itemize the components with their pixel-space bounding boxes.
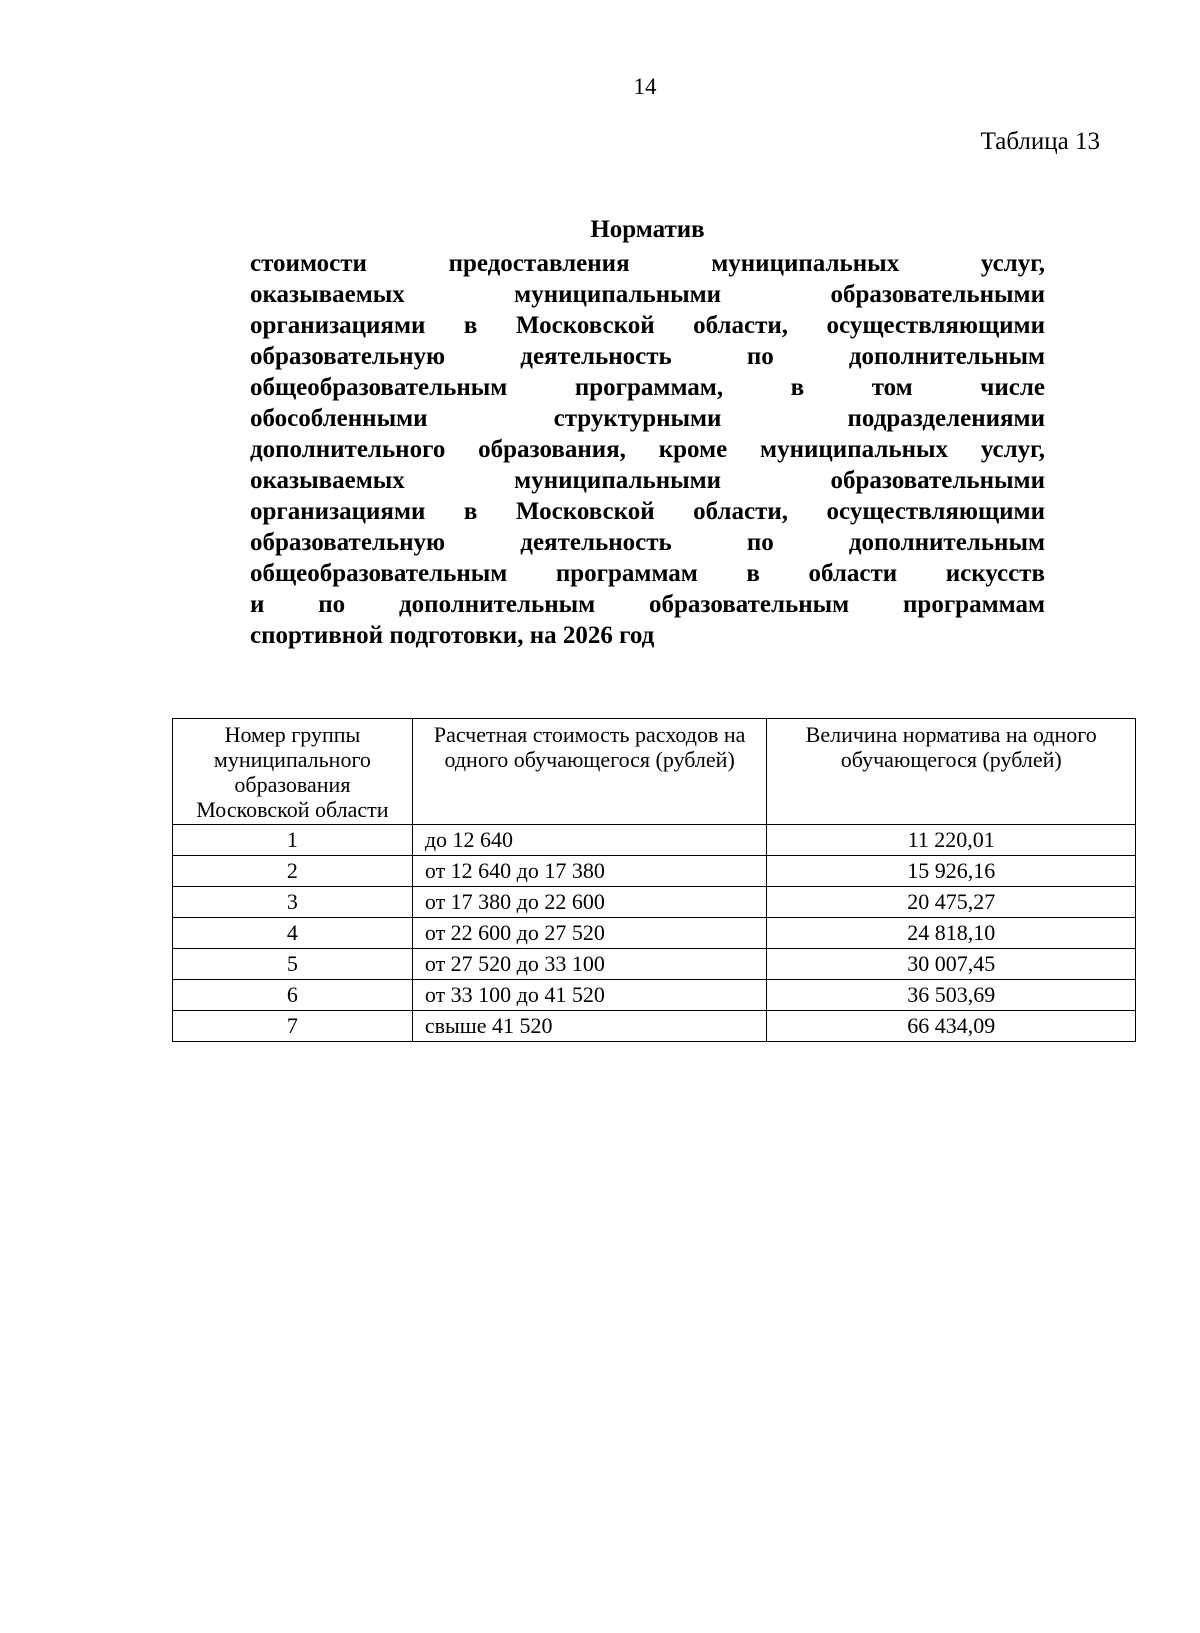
heading-word: услуг, xyxy=(980,250,1045,277)
cell-norm-value: 66 434,09 xyxy=(767,1011,1136,1042)
heading-word: образовательными xyxy=(830,467,1045,494)
heading-word: организациями xyxy=(250,498,426,525)
cell-group-number: 3 xyxy=(173,887,413,918)
heading-word: образовательным xyxy=(649,591,850,618)
heading-word: по xyxy=(318,591,346,618)
cell-group-number: 4 xyxy=(173,918,413,949)
heading-word: предоставления xyxy=(448,250,630,277)
cell-cost-range: от 27 520 до 33 100 xyxy=(412,949,767,980)
heading-word: дополнительным xyxy=(399,591,596,618)
table-row xyxy=(173,980,1136,1011)
table-row xyxy=(173,918,1136,949)
heading-line xyxy=(250,248,1045,279)
heading-word: в xyxy=(790,374,805,401)
cell-norm-value: 11 220,01 xyxy=(767,825,1136,856)
heading-word: том xyxy=(871,374,913,401)
heading-word: оказываемых xyxy=(250,467,405,494)
heading-word: осуществляющими xyxy=(826,498,1045,525)
table-header-row xyxy=(173,719,1136,825)
cell-cost-range: от 22 600 до 27 520 xyxy=(412,918,767,949)
heading-word: программам xyxy=(555,560,698,587)
heading-title: Норматив xyxy=(590,216,705,243)
heading-line xyxy=(250,279,1045,310)
heading-line xyxy=(250,465,1045,496)
heading-word: кроме xyxy=(658,436,728,463)
cell-group-number: 1 xyxy=(173,825,413,856)
table-row xyxy=(173,949,1136,980)
table-label: Таблица 13 xyxy=(980,128,1100,155)
heading-word: дополнительного xyxy=(250,436,446,463)
heading-word: в xyxy=(746,560,760,587)
norm-table xyxy=(172,718,1136,1042)
heading-word: образовательную xyxy=(250,343,446,370)
heading-word: искусств xyxy=(945,560,1045,587)
heading-line xyxy=(250,527,1045,558)
heading-word: муниципальных xyxy=(711,250,900,277)
heading-word: услуг, xyxy=(980,436,1045,463)
heading-line xyxy=(250,496,1045,527)
heading-word: подразделениями xyxy=(847,405,1045,432)
cell-norm-value: 15 926,16 xyxy=(767,856,1136,887)
heading-line xyxy=(250,403,1045,434)
cell-cost-range: от 12 640 до 17 380 xyxy=(412,856,767,887)
header-estimated-cost: Расчетная стоимость расходов на одного обучающегося (рублей) xyxy=(412,719,767,825)
heading-word: числе xyxy=(980,374,1045,401)
heading-word: и xyxy=(250,591,265,618)
heading-word: Московской xyxy=(515,312,655,339)
heading-body xyxy=(250,248,1045,651)
heading-word: деятельность xyxy=(520,529,672,556)
heading-word: деятельность xyxy=(520,343,672,370)
heading-line xyxy=(250,589,1045,620)
heading-word: образовательными xyxy=(830,281,1045,308)
heading-word: муниципальными xyxy=(514,467,722,494)
cell-group-number: 7 xyxy=(173,1011,413,1042)
heading-word: образовательную xyxy=(250,529,446,556)
page-number: 14 xyxy=(633,74,657,99)
heading-line xyxy=(250,372,1045,403)
table-row xyxy=(173,825,1136,856)
table-row xyxy=(173,1011,1136,1042)
cell-group-number: 6 xyxy=(173,980,413,1011)
header-norm-value: Величина норматива на одного обучающегося (рублей) xyxy=(767,719,1136,825)
heading-word: организациями xyxy=(250,312,426,339)
cell-norm-value: 30 007,45 xyxy=(767,949,1136,980)
cell-norm-value: 36 503,69 xyxy=(767,980,1136,1011)
heading-word: обособленными xyxy=(250,405,428,432)
heading-word: программам, xyxy=(574,374,724,401)
heading-word: области, xyxy=(693,312,789,339)
cell-cost-range: от 33 100 до 41 520 xyxy=(412,980,767,1011)
cell-cost-range: до 12 640 xyxy=(412,825,767,856)
heading-word: дополнительным xyxy=(848,529,1045,556)
table-row xyxy=(173,887,1136,918)
heading-line xyxy=(250,434,1045,465)
heading-word: в xyxy=(463,498,478,525)
cell-group-number: 2 xyxy=(173,856,413,887)
cell-cost-range: свыше 41 520 xyxy=(412,1011,767,1042)
heading-word: общеобразовательным xyxy=(250,560,508,587)
heading-word: области, xyxy=(693,498,789,525)
heading-word: области xyxy=(808,560,898,587)
heading-line xyxy=(250,558,1045,589)
heading-word: муниципальных xyxy=(760,436,948,463)
heading-word: программам xyxy=(903,591,1045,618)
cell-cost-range: от 17 380 до 22 600 xyxy=(412,887,767,918)
heading-line xyxy=(250,310,1045,341)
heading-word: дополнительным xyxy=(848,343,1045,370)
heading-word: муниципальными xyxy=(514,281,722,308)
heading-word: Московской xyxy=(515,498,655,525)
cell-group-number: 5 xyxy=(173,949,413,980)
heading-word: общеобразовательным xyxy=(250,374,508,401)
table-row xyxy=(173,856,1136,887)
heading-word: образования, xyxy=(478,436,626,463)
heading-line xyxy=(250,341,1045,372)
heading-word: по xyxy=(746,529,774,556)
header-group-number: Номер группы муниципального образования Московской области xyxy=(173,719,413,825)
heading-word: в xyxy=(463,312,478,339)
heading-word: структурными xyxy=(553,405,722,432)
cell-norm-value: 24 818,10 xyxy=(767,918,1136,949)
heading-word: по xyxy=(746,343,774,370)
cell-norm-value: 20 475,27 xyxy=(767,887,1136,918)
heading-word: стоимости xyxy=(250,250,367,277)
heading-word: осуществляющими xyxy=(826,312,1045,339)
heading-line xyxy=(250,620,1045,651)
heading-word: спортивной подготовки, на 2026 год xyxy=(250,622,655,649)
heading-word: оказываемых xyxy=(250,281,405,308)
